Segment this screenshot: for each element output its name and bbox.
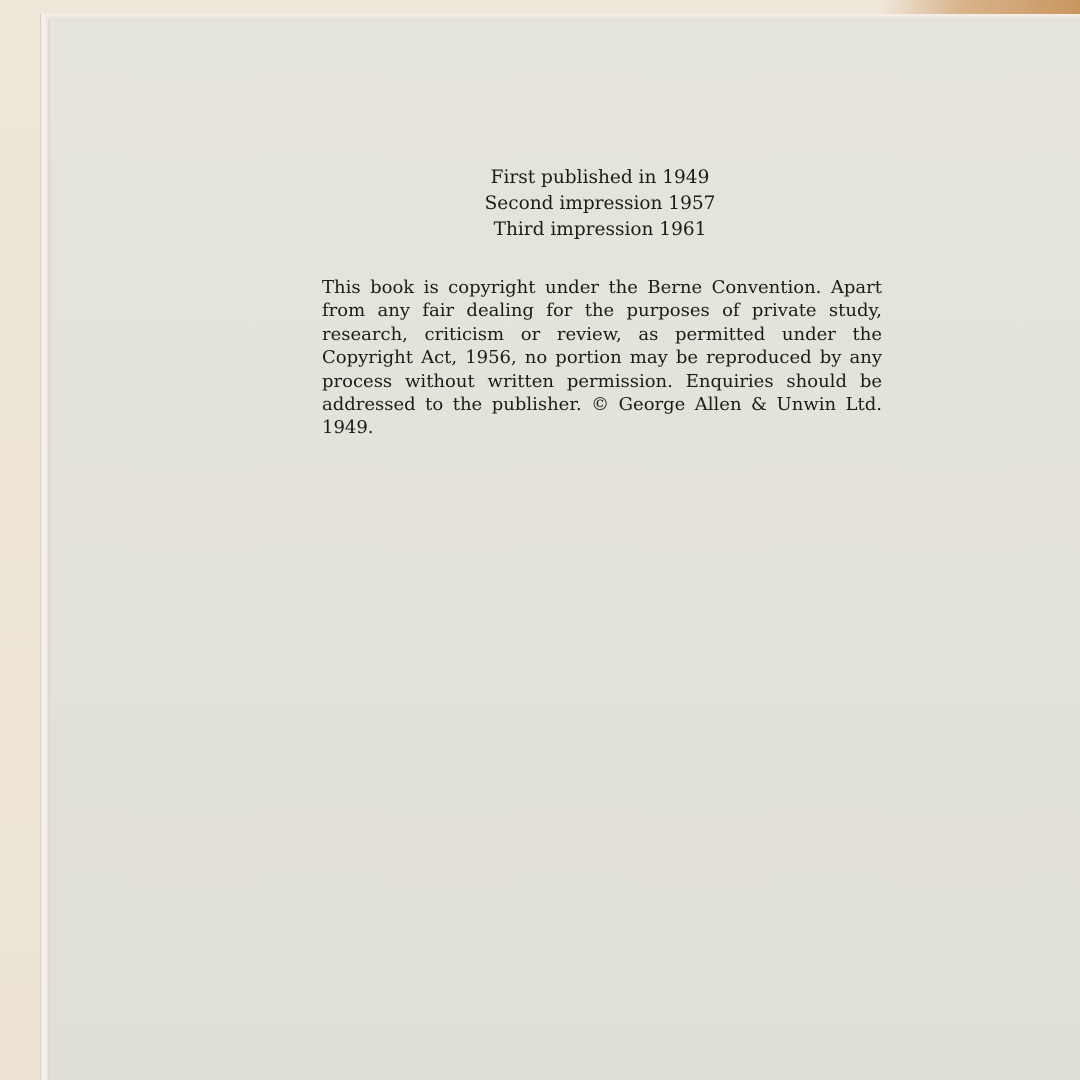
first-published-line: First published in 1949 bbox=[490, 167, 710, 188]
copyright-notice: This book is copyright under the Berne Convention. Apart from any fair dealing for the purposes of private study, research, criticism or review, as permitted under the Copyright Act, 1956, no portion may be reproduced by any process without written permission. Enquiries should be addressed to the publisher. © George Allen & Unwin Ltd. 1949. bbox=[322, 277, 882, 439]
second-impression-line: Second impression 1957 bbox=[484, 193, 716, 214]
third-impression-line: Third impression 1961 bbox=[493, 219, 707, 240]
impressions-block bbox=[440, 165, 760, 243]
